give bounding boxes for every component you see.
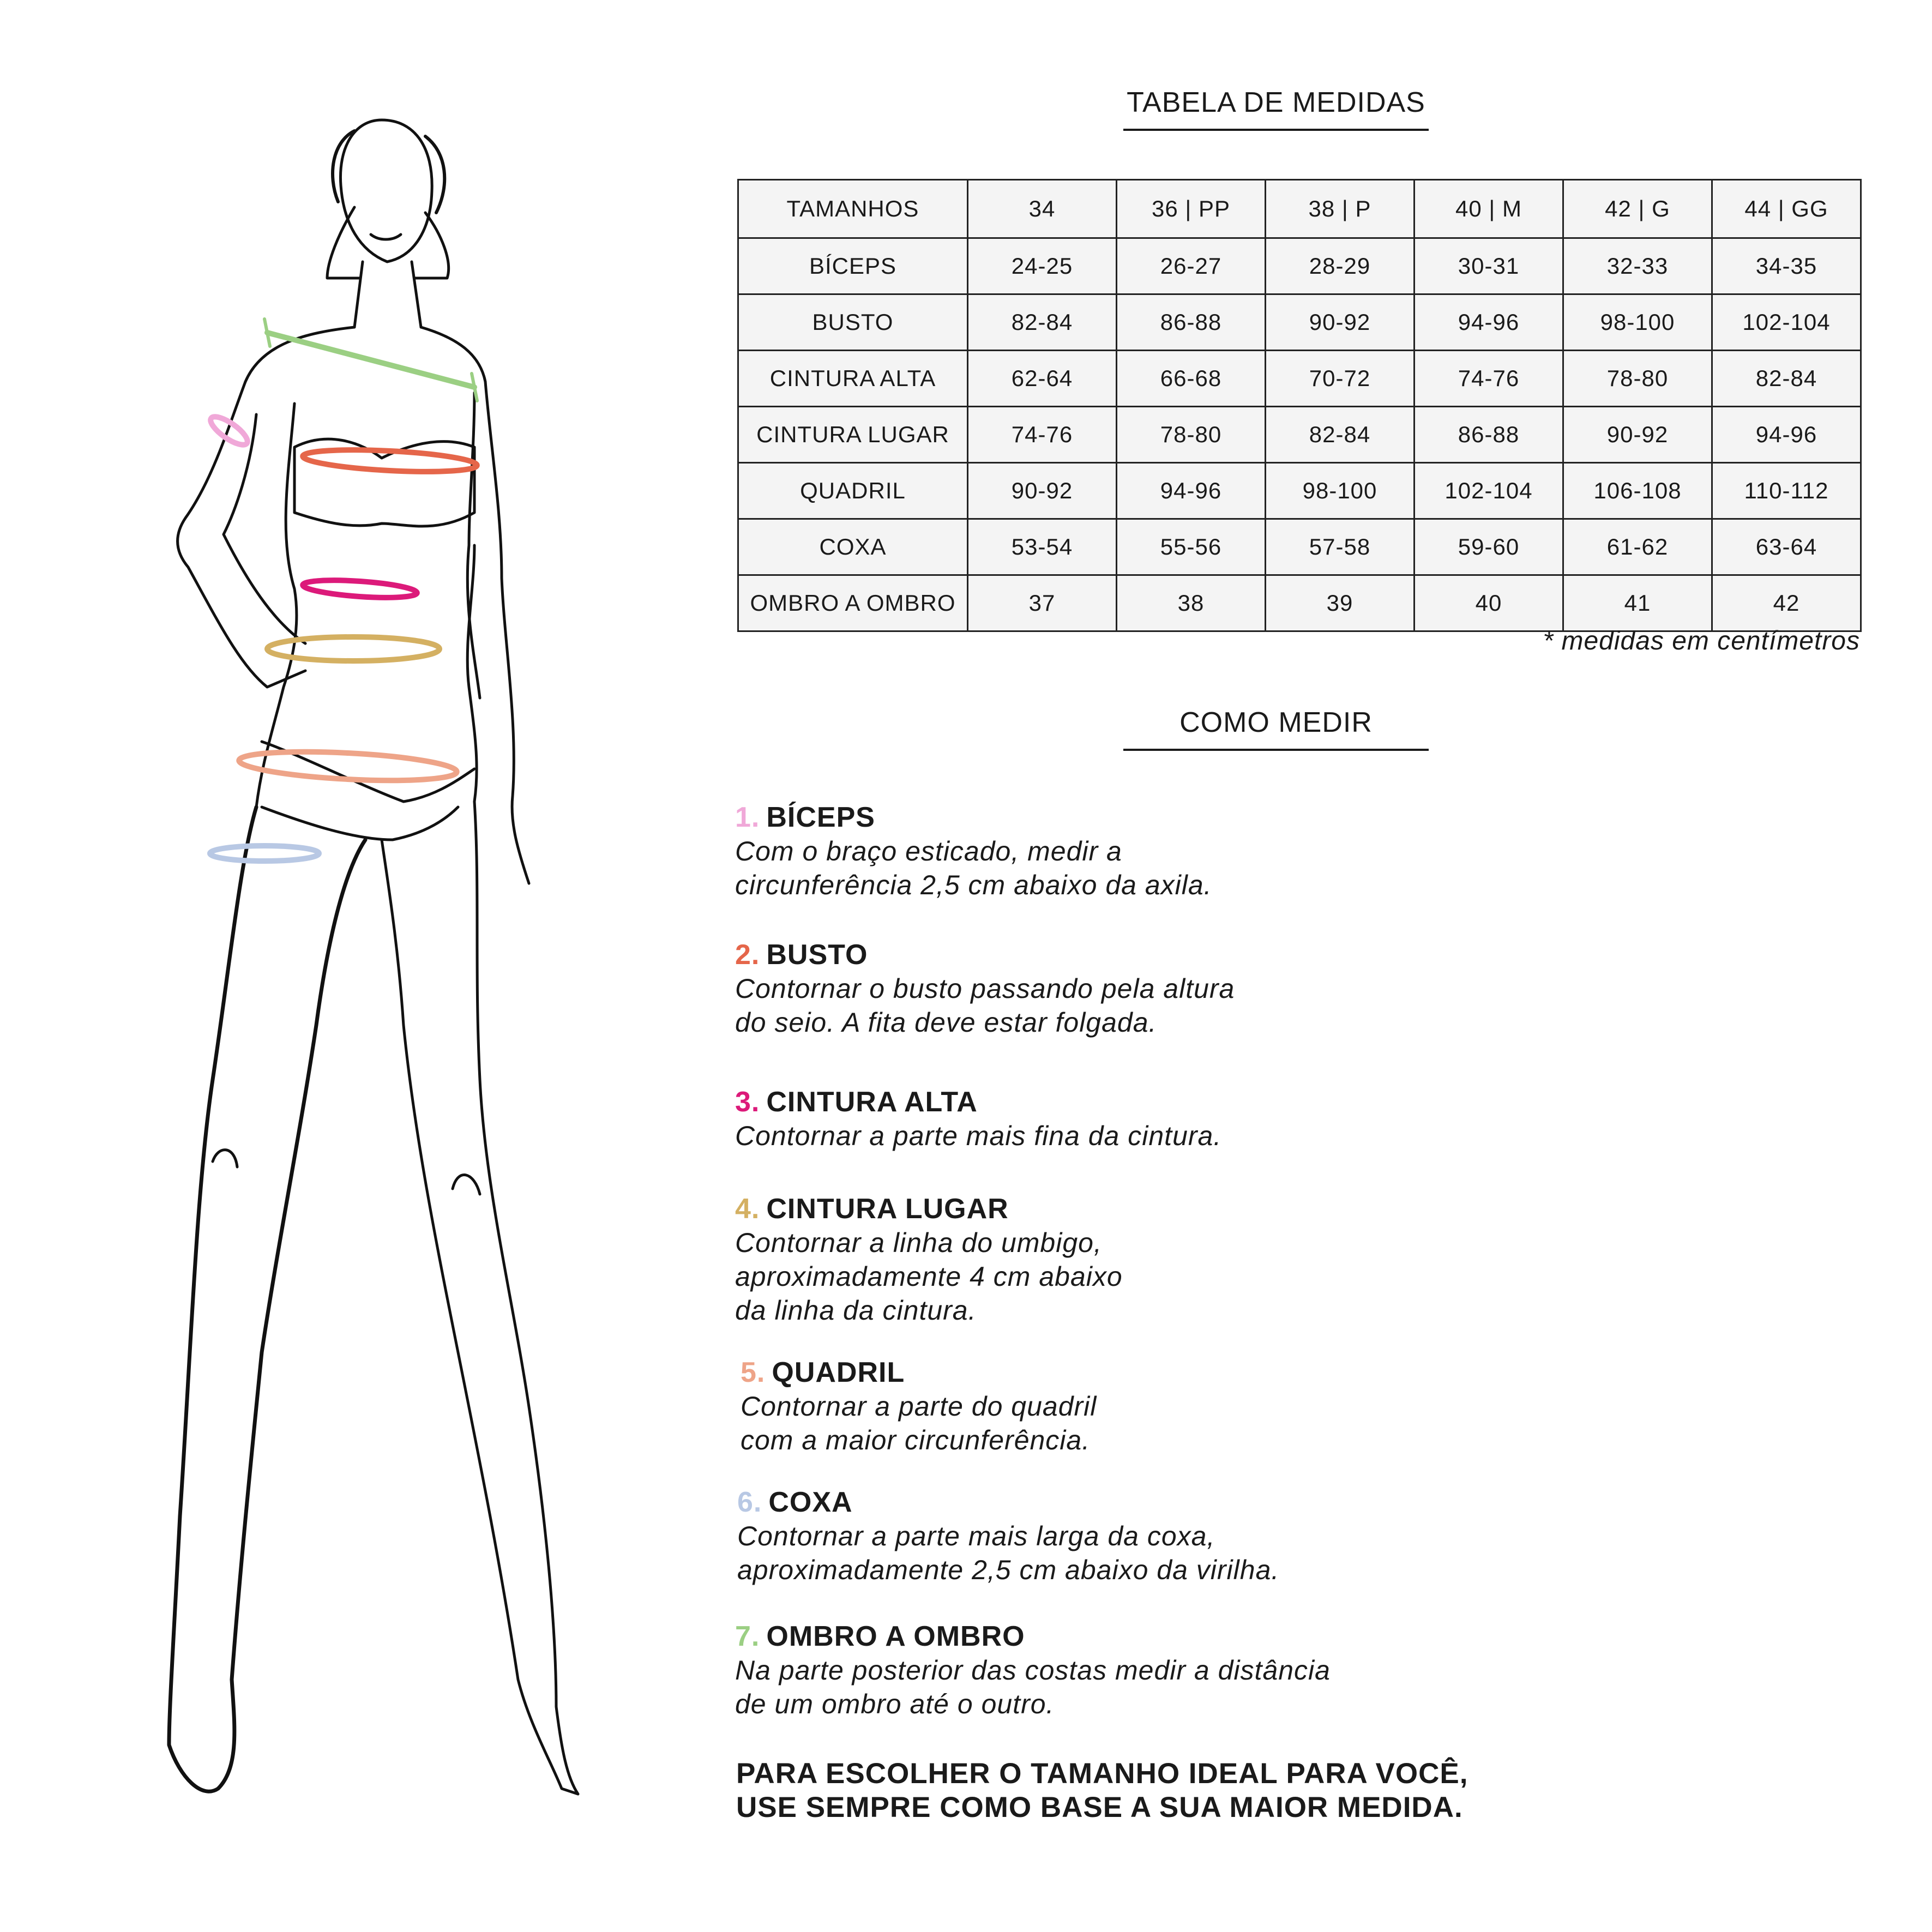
- measure-value-cell: 40: [1415, 575, 1563, 631]
- measure-value-cell: 42: [1712, 575, 1861, 631]
- step-description: [735, 1226, 1771, 1327]
- table-header-row: [738, 180, 1861, 238]
- step-number: 4.: [735, 1193, 760, 1225]
- table-title: TABELA DE MEDIDAS: [1123, 86, 1429, 131]
- step-description: [735, 834, 1771, 902]
- step-line: Contornar o busto passando pela altura: [735, 973, 1235, 1004]
- step-biceps: [735, 801, 1771, 902]
- step-title: CINTURA ALTA: [766, 1086, 978, 1118]
- thigh-band: [210, 846, 319, 861]
- step-title: BÍCEPS: [766, 802, 875, 833]
- step-title: QUADRIL: [772, 1357, 905, 1388]
- step-low-waist: [735, 1192, 1771, 1327]
- step-number: 7.: [735, 1621, 760, 1652]
- measure-name-cell: OMBRO A OMBRO: [738, 575, 968, 631]
- measure-value-cell: 94-96: [1415, 294, 1563, 351]
- step-description: [735, 972, 1771, 1039]
- sizing-advice-line: PARA ESCOLHER O TAMANHO IDEAL PARA VOCÊ,: [736, 1758, 1468, 1790]
- table-row: [738, 238, 1861, 294]
- measure-value-cell: 53-54: [968, 519, 1117, 575]
- step-number: 6.: [737, 1486, 762, 1518]
- measure-name-cell: CINTURA LUGAR: [738, 407, 968, 463]
- size-table: [737, 179, 1862, 632]
- measure-value-cell: 66-68: [1117, 351, 1266, 407]
- measure-name-cell: QUADRIL: [738, 463, 968, 519]
- measure-name-cell: CINTURA ALTA: [738, 351, 968, 407]
- measure-value-cell: 41: [1563, 575, 1712, 631]
- measure-value-cell: 28-29: [1266, 238, 1415, 294]
- step-number: 3.: [735, 1086, 760, 1118]
- step-line: Contornar a parte mais larga da coxa,: [737, 1521, 1215, 1551]
- measure-name-cell: COXA: [738, 519, 968, 575]
- step-thigh: [737, 1485, 1773, 1587]
- measure-value-cell: 37: [968, 575, 1117, 631]
- measure-value-cell: 86-88: [1415, 407, 1563, 463]
- step-line: circunferência 2,5 cm abaixo da axila.: [735, 870, 1212, 900]
- measure-value-cell: 94-96: [1712, 407, 1861, 463]
- measure-value-cell: 74-76: [968, 407, 1117, 463]
- high-waist-band: [302, 577, 417, 601]
- step-title: COXA: [768, 1486, 853, 1518]
- measure-value-cell: 38: [1117, 575, 1266, 631]
- measure-value-cell: 63-64: [1712, 519, 1861, 575]
- step-line: com a maior circunferência.: [741, 1425, 1091, 1455]
- measure-value-cell: 98-100: [1563, 294, 1712, 351]
- measure-value-cell: 78-80: [1563, 351, 1712, 407]
- size-header-cell: 40 | M: [1415, 180, 1563, 238]
- bust-band: [302, 447, 477, 476]
- step-line: da linha da cintura.: [735, 1295, 977, 1326]
- measure-value-cell: 70-72: [1266, 351, 1415, 407]
- size-header-cell: 44 | GG: [1712, 180, 1861, 238]
- step-description: [735, 1119, 1771, 1153]
- measure-value-cell: 82-84: [1712, 351, 1861, 407]
- step-title: CINTURA LUGAR: [766, 1193, 1009, 1225]
- table-row: [738, 407, 1861, 463]
- measure-value-cell: 32-33: [1563, 238, 1712, 294]
- step-line: Contornar a parte mais fina da cintura.: [735, 1121, 1222, 1151]
- step-line: do seio. A fita deve estar folgada.: [735, 1007, 1157, 1038]
- step-line: Contornar a parte do quadril: [741, 1391, 1097, 1422]
- sizing-advice: [736, 1757, 1881, 1825]
- size-header-cell: 34: [968, 180, 1117, 238]
- step-title: BUSTO: [766, 939, 868, 971]
- measure-value-cell: 57-58: [1266, 519, 1415, 575]
- step-number: 5.: [741, 1357, 766, 1388]
- sizing-advice-line: USE SEMPRE COMO BASE A SUA MAIOR MEDIDA.: [736, 1791, 1463, 1823]
- step-title: OMBRO A OMBRO: [766, 1621, 1025, 1652]
- measure-value-cell: 102-104: [1712, 294, 1861, 351]
- step-description: [737, 1519, 1773, 1587]
- measure-value-cell: 90-92: [1266, 294, 1415, 351]
- measure-value-cell: 34-35: [1712, 238, 1861, 294]
- measure-value-cell: 102-104: [1415, 463, 1563, 519]
- measure-value-cell: 98-100: [1266, 463, 1415, 519]
- measure-value-cell: 61-62: [1563, 519, 1712, 575]
- measure-value-cell: 26-27: [1117, 238, 1266, 294]
- measure-value-cell: 106-108: [1563, 463, 1712, 519]
- step-description: [741, 1389, 1777, 1457]
- table-row: [738, 463, 1861, 519]
- shoulder-band: [267, 333, 474, 387]
- step-line: aproximadamente 4 cm abaixo: [735, 1261, 1123, 1292]
- figure-outline: [169, 120, 578, 1794]
- table-row: [738, 294, 1861, 351]
- step-line: Contornar a linha do umbigo,: [735, 1227, 1102, 1258]
- guide-title: COMO MEDIR: [1123, 706, 1429, 751]
- table-row: [738, 575, 1861, 631]
- table-row: [738, 519, 1861, 575]
- size-header-cell: 42 | G: [1563, 180, 1712, 238]
- measure-value-cell: 30-31: [1415, 238, 1563, 294]
- step-line: Com o braço esticado, medir a: [735, 836, 1122, 866]
- measure-value-cell: 82-84: [968, 294, 1117, 351]
- hip-band: [238, 748, 458, 785]
- measure-value-cell: 55-56: [1117, 519, 1266, 575]
- body-figure-illustration: [98, 98, 633, 1843]
- measure-name-cell: BÍCEPS: [738, 238, 968, 294]
- table-row: [738, 351, 1861, 407]
- step-shoulder: [735, 1620, 1771, 1721]
- size-header-cell: 36 | PP: [1117, 180, 1266, 238]
- step-line: aproximadamente 2,5 cm abaixo da virilha.: [737, 1555, 1280, 1585]
- step-line: de um ombro até o outro.: [735, 1689, 1055, 1719]
- measure-value-cell: 90-92: [1563, 407, 1712, 463]
- measure-value-cell: 82-84: [1266, 407, 1415, 463]
- measure-value-cell: 24-25: [968, 238, 1117, 294]
- step-line: Na parte posterior das costas medir a distância: [735, 1655, 1331, 1686]
- measurement-bands: [207, 319, 478, 861]
- measure-value-cell: 86-88: [1117, 294, 1266, 351]
- measure-value-cell: 110-112: [1712, 463, 1861, 519]
- measure-name-cell: BUSTO: [738, 294, 968, 351]
- size-header-cell: 38 | P: [1266, 180, 1415, 238]
- measure-value-cell: 59-60: [1415, 519, 1563, 575]
- step-high-waist: [735, 1085, 1771, 1153]
- step-description: [735, 1653, 1771, 1721]
- step-hip: [741, 1356, 1777, 1457]
- measure-value-cell: 90-92: [968, 463, 1117, 519]
- measure-value-cell: 62-64: [968, 351, 1117, 407]
- measure-value-cell: 74-76: [1415, 351, 1563, 407]
- header-label-cell: TAMANHOS: [738, 180, 968, 238]
- measure-value-cell: 39: [1266, 575, 1415, 631]
- step-number: 1.: [735, 802, 760, 833]
- units-note: * medidas em centímetros: [1543, 627, 1860, 655]
- measure-value-cell: 78-80: [1117, 407, 1266, 463]
- step-bust: [735, 938, 1771, 1039]
- measure-value-cell: 94-96: [1117, 463, 1266, 519]
- biceps-band: [207, 412, 251, 450]
- step-number: 2.: [735, 939, 760, 971]
